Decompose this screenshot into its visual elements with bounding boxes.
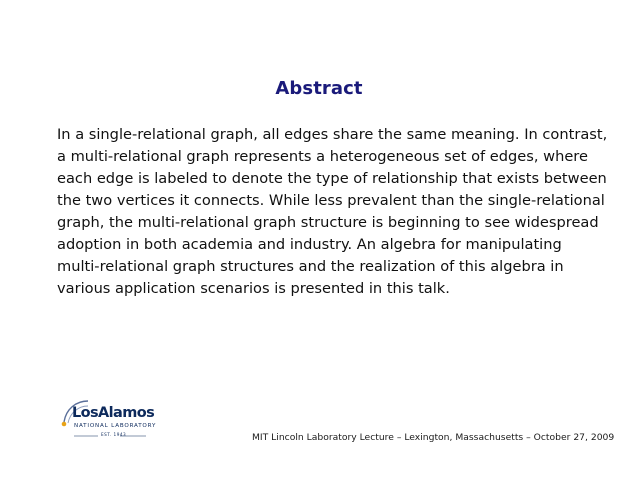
los-alamos-logo <box>58 395 178 445</box>
abstract-line: each edge is labeled to denote the type of relationship that exists between <box>57 170 607 187</box>
abstract-line: In a single-relational graph, all edges share the same meaning. In contrast, <box>57 126 608 143</box>
abstract-line: a multi-relational graph represents a heterogeneous set of edges, where <box>57 148 588 165</box>
abstract-line: graph, the multi-relational graph structure is beginning to see widespread <box>57 214 599 231</box>
abstract-body <box>57 124 608 300</box>
logo-name: LosAlamos <box>72 405 155 421</box>
abstract-line: the two vertices it connects. While less prevalent than the single-relational <box>57 192 605 209</box>
abstract-line: various application scenarios is presented in this talk. <box>57 280 450 297</box>
abstract-line: adoption in both academia and industry. An algebra for manipulating <box>57 236 562 253</box>
slide-title: Abstract <box>275 78 363 99</box>
abstract-line: multi-relational graph structures and the realization of this algebra in <box>57 258 564 275</box>
logo-established: EST. 1943 <box>101 432 127 437</box>
slide-footer: MIT Lincoln Laboratory Lecture – Lexington, Massachusetts – October 27, 2009 <box>252 432 615 443</box>
logo-subtitle: NATIONAL LABORATORY <box>74 423 157 429</box>
